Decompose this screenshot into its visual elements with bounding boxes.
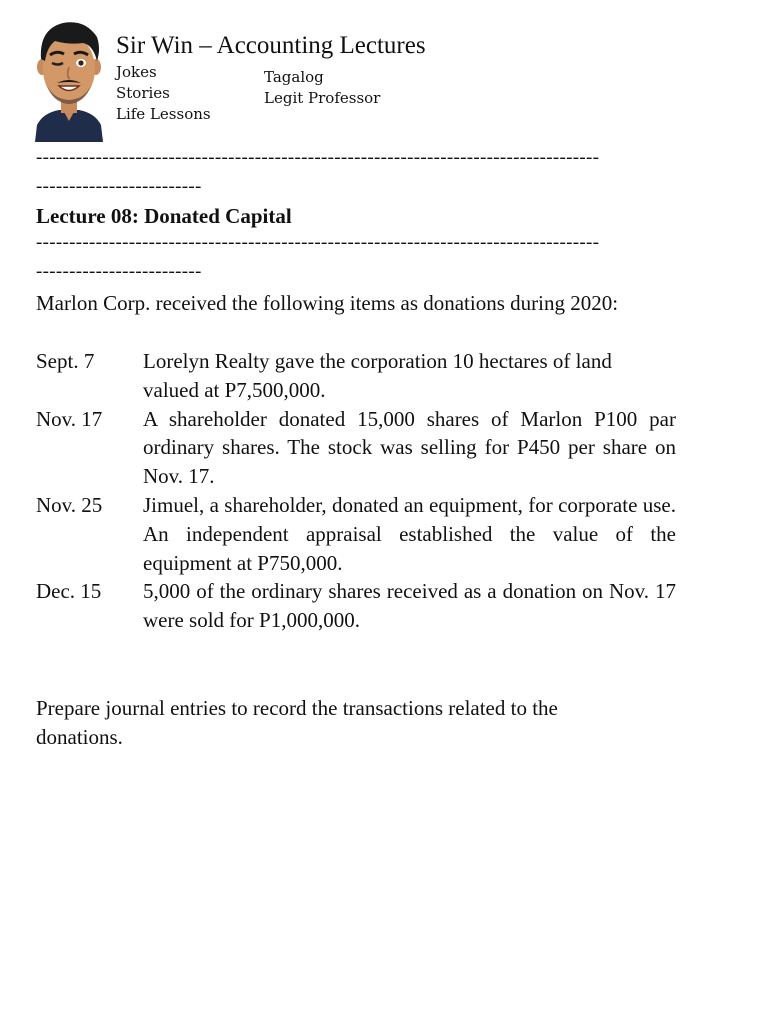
tag-legit-professor: Legit Professor <box>264 89 381 107</box>
entry-date: Sept. 7 <box>36 349 95 373</box>
entry-row <box>36 577 676 635</box>
tag-jokes: Jokes <box>116 63 157 81</box>
entry-row <box>36 405 676 491</box>
entry-date: Dec. 15 <box>36 579 102 604</box>
separator-line: ------------------------------------------------------------------------------------- <box>36 147 600 168</box>
lecture-title: Lecture 08: Donated Capital <box>36 204 292 228</box>
separator-tail: ------------------------- <box>36 176 202 197</box>
avatar <box>33 15 105 142</box>
entry-description: Lorelyn Realty gave the corporation 10 hectares of land valued at P7,500,000. <box>143 349 612 402</box>
tag-life-lessons: Life Lessons <box>116 105 211 123</box>
lecture-series-title: Sir Win – Accounting Lectures <box>116 32 426 59</box>
instruction-text: Prepare journal entries to record the transactions related to the donations. <box>36 696 558 749</box>
tags-right <box>264 67 380 109</box>
entry-description: 5,000 of the ordinary shares received as a donation on Nov. 17 were sold for P1,000,000. <box>143 579 676 633</box>
problem-intro: Marlon Corp. received the following items as donations during 2020: <box>36 291 619 315</box>
entry-row <box>36 347 676 405</box>
tag-tagalog: Tagalog <box>264 68 324 86</box>
entry-date: Nov. 17 <box>36 406 103 431</box>
entry-date: Nov. 25 <box>36 492 103 517</box>
tag-stories: Stories <box>116 84 170 102</box>
separator-tail: ------------------------- <box>36 261 202 282</box>
entry-description: A shareholder donated 15,000 shares of Marlon P100 par ordinary shares. The stock was selling for P450 per share on Nov. 17. <box>143 406 676 489</box>
entry-description: Jimuel, a shareholder, donated an equipment, for corporate use. An independent appraisal established the value of the equipment at P750,000. <box>143 492 676 575</box>
donation-entries <box>36 347 676 635</box>
tags-left <box>116 62 211 125</box>
separator-line: ------------------------------------------------------------------------------------- <box>36 232 600 253</box>
entry-row <box>36 491 676 577</box>
